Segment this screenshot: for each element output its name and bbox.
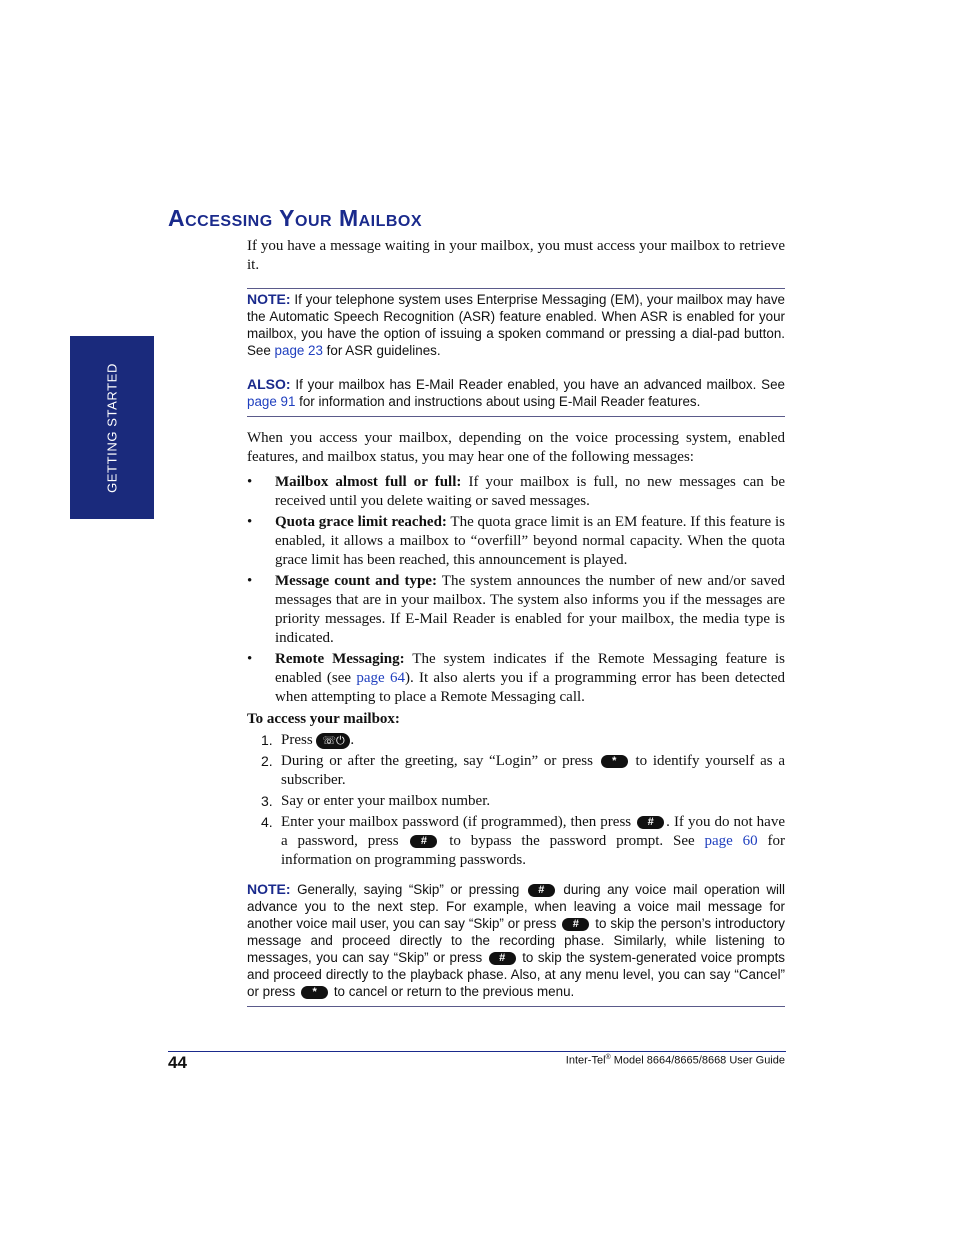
pound-key-icon: # <box>562 918 589 931</box>
step-item: 4. Enter your mailbox password (if programmed), then press # . If you do not have a password, press # to bypass the password prompt. See page 60 for information on programming passwords. <box>261 814 785 868</box>
note-also: ALSO: If your mailbox has E-Mail Reader enabled, you have an advanced mailbox. See page 91 for information and instructions about using E-Mail Reader features. <box>247 376 785 409</box>
page-64-link[interactable]: page 64 <box>356 670 405 686</box>
page-title: Accessing Your Mailbox <box>168 205 423 231</box>
pound-key-icon: # <box>489 952 516 965</box>
procedure-steps <box>247 731 785 872</box>
star-key-icon: * <box>301 986 328 999</box>
note-asr: NOTE: If your telephone system uses Enterprise Messaging (EM), your mailbox may have the Automatic Speech Recognition (ASR) feature enabled. When ASR is enabled for your mailbox, you have the option of issuing a spoken command or pressing a dial-pad button. See page 23 for ASR guidelines. <box>247 291 785 358</box>
step-item: 2. During or after the greeting, say “Login” or press * to identify yourself as a subscriber. <box>261 753 785 788</box>
procedure-heading: To access your mailbox: <box>247 711 400 727</box>
page-60-link[interactable]: page 60 <box>704 833 758 849</box>
intro-paragraph: If you have a message waiting in your mailbox, you must access your mailbox to retrieve it. <box>247 238 785 273</box>
footer-guide-title: Inter-Tel® Model 8664/8665/8668 User Guide <box>565 1054 785 1067</box>
note-bottom-rule <box>247 1006 785 1007</box>
section-tab <box>70 336 154 519</box>
list-item: • Message count and type: The system announces the number of new and/or saved messages that are in your mailbox. The system also informs you if the messages are priority messages. If E-Mail Reader is enabled for your mailbox, the media type is indicated. <box>247 573 785 646</box>
page-91-link[interactable]: page 91 <box>247 394 296 409</box>
note-label: NOTE: <box>247 881 291 897</box>
step-item: 1. Press ☏⏻ . <box>261 732 355 748</box>
pound-key-icon: # <box>528 884 555 897</box>
note-label: NOTE: <box>247 291 291 307</box>
voice-mail-key-icon: ☏⏻ <box>316 733 350 749</box>
pound-key-icon: # <box>637 816 664 829</box>
list-item: • Quota grace limit reached: The quota grace limit is an EM feature. If this feature is enabled, it allows a mailbox to “overfill” beyond normal capacity. When the quota grace limit has been reached, this announcement is played. <box>247 514 785 568</box>
section-tab-label: GETTING STARTED <box>104 362 120 493</box>
note-skip: NOTE: Generally, saying “Skip” or pressing # during any voice mail operation will advance you to the next step. For example, when leaving a voice mail message for another voice mail user, you can say “Skip” or press # to skip the person’s introductory message and proceed directly to the recording phase. Similarly, while listening to messages, you can say “Skip” or press # to skip the system-generated voice prompts and proceed directly to the playback phase. Also, at any menu level, you can say “Cancel” or press * to cancel or return to the previous menu. <box>247 881 785 999</box>
note-bottom-rule <box>247 416 785 417</box>
list-item: • Mailbox almost full or full: If your mailbox is full, no new messages can be received until you delete waiting or saved messages. <box>247 474 785 509</box>
body-paragraph: When you access your mailbox, depending on the voice processing system, enabled features, and mailbox status, you may hear one of the following messages: <box>247 430 785 465</box>
step-item: 3. Say or enter your mailbox number. <box>261 793 491 809</box>
also-label: ALSO: <box>247 376 291 392</box>
page-23-link[interactable]: page 23 <box>274 343 323 358</box>
pound-key-icon: # <box>410 835 437 848</box>
note-box <box>247 291 785 410</box>
star-key-icon: * <box>601 755 628 768</box>
footer-rule <box>168 1051 786 1052</box>
note-top-rule <box>247 288 785 289</box>
page-number: 44 <box>168 1053 187 1072</box>
list-item: • Remote Messaging: The system indicates if the Remote Messaging feature is enabled (see page 64). It also alerts you if a programming error has been detected when attempting to place a Remote Messaging call. <box>247 651 785 705</box>
